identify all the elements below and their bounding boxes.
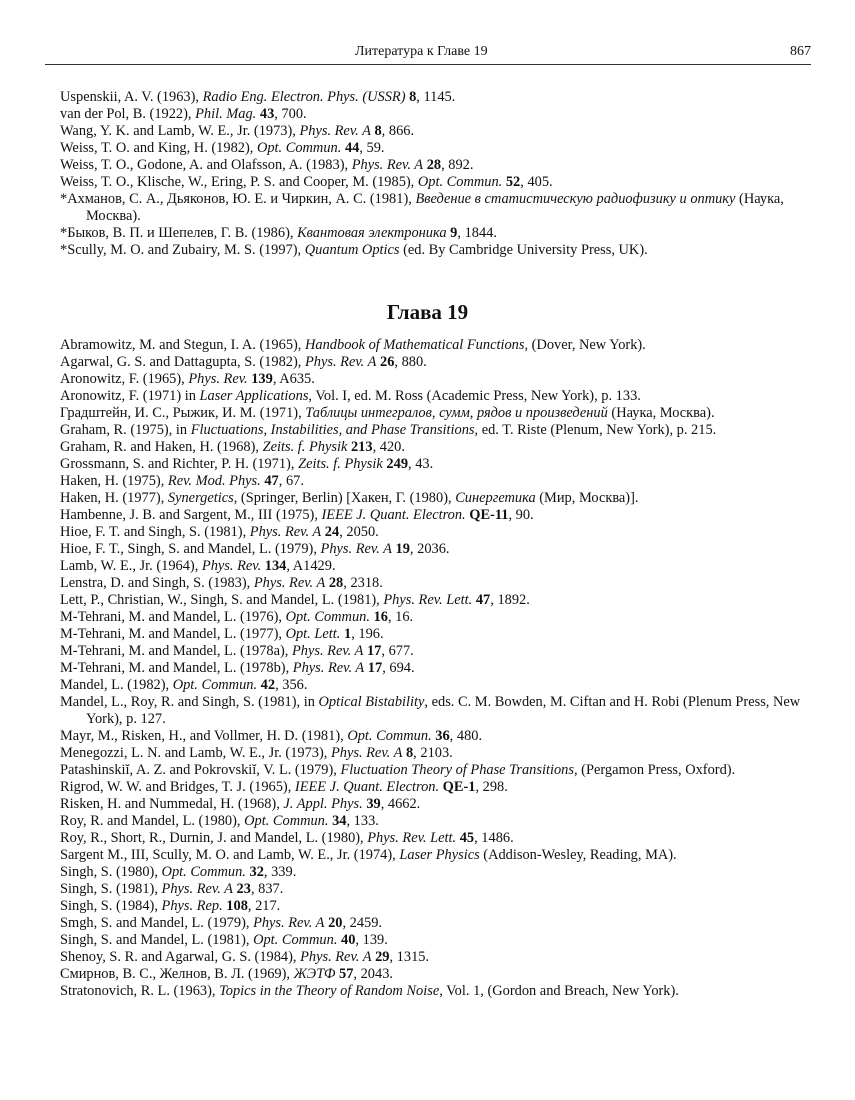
reference-source: Opt. Commun.: [244, 813, 329, 829]
reference-entry: [60, 174, 815, 191]
running-header: [45, 42, 811, 65]
reference-details: , 217.: [247, 898, 281, 914]
reference-authors: Lamb, W. E., Jr. (1964),: [60, 558, 202, 574]
reference-entry: [60, 140, 815, 157]
reference-source: Phys. Rev. Lett.: [367, 830, 457, 846]
reference-volume: 43: [259, 106, 275, 122]
reference-source: Phys. Rev. A: [351, 157, 424, 173]
reference-authors: Sargent M., III, Scully, M. O. and Lamb, W. E., Jr. (1974),: [60, 847, 400, 863]
reference-details-alt: (Мир, Москва)].: [535, 490, 639, 506]
reference-entry: [60, 932, 815, 949]
reference-volume: 8: [409, 89, 417, 105]
reference-entry: [60, 626, 815, 643]
reference-entry: [60, 643, 815, 660]
reference-entry: [60, 388, 815, 405]
reference-entry: [60, 541, 815, 558]
reference-volume: 213: [350, 439, 373, 455]
reference-details: , 1315.: [389, 949, 430, 965]
reference-volume: 23: [236, 881, 251, 897]
reference-details: , 880.: [394, 354, 427, 370]
reference-source: IEEE J. Quant. Electron.: [321, 507, 466, 523]
reference-volume: 34: [332, 813, 347, 829]
reference-details: , 405.: [520, 174, 553, 190]
reference-authors: van der Pol, B. (1922),: [60, 106, 196, 122]
reference-details: , 2459.: [342, 915, 383, 931]
reference-source: Zeits. f. Physik: [298, 456, 383, 472]
reference-authors: Mandel, L., Roy, R. and Singh, S. (1981), in: [60, 694, 319, 710]
reference-entry: [60, 123, 815, 140]
reference-source: Phys. Rev. A: [300, 949, 372, 965]
reference-source: Phys. Rev. A: [292, 660, 365, 676]
reference-entry: [60, 575, 815, 592]
reference-entry: [60, 864, 815, 881]
reference-authors: Patashinskiĭ, A. Z. and Pokrovskiĭ, V. L. (1979),: [60, 762, 341, 778]
reference-authors: Hioe, F. T., Singh, S. and Mandel, L. (1979),: [60, 541, 321, 557]
reference-volume: 17: [367, 660, 383, 676]
reference-details: (ed. By Cambridge University Press, UK).: [399, 242, 648, 258]
reference-authors: Graham, R. and Haken, H. (1968),: [60, 439, 263, 455]
reference-volume: 16: [373, 609, 388, 625]
reference-volume: 19: [395, 541, 410, 557]
reference-details: , Vol. 1, (Gordon and Breach, New York).: [439, 983, 679, 999]
reference-entry: [60, 473, 815, 490]
reference-source: Phys. Rep.: [161, 898, 223, 914]
reference-list-previous-chapter: [60, 89, 815, 259]
reference-authors: Weiss, T. O., Klische, W., Ering, P. S. and Cooper, M. (1985),: [60, 174, 418, 190]
reference-source: Optical Bistability: [318, 694, 425, 710]
reference-entry: [60, 405, 815, 422]
reference-volume: 26: [380, 354, 395, 370]
reference-details: , eds. C. M. Bowden, M. Ciftan and H. Robi (Plenum Press, New York), p. 127.: [86, 694, 801, 727]
reference-source: Radio Eng. Electron. Phys. (USSR): [202, 89, 406, 105]
reference-authors: Roy, R., Short, R., Durnin, J. and Mandel, L. (1980),: [60, 830, 368, 846]
reference-authors: Rigrod, W. W. and Bridges, T. J. (1965),: [60, 779, 295, 795]
reference-volume: 20: [328, 915, 343, 931]
reference-entry: [60, 796, 815, 813]
reference-entry: [60, 106, 815, 123]
reference-entry: [60, 966, 815, 983]
reference-authors: Menegozzi, L. N. and Lamb, W. E., Jr. (1973),: [60, 745, 331, 761]
reference-volume: 36: [435, 728, 450, 744]
reference-authors: Hioe, F. T. and Singh, S. (1981),: [60, 524, 250, 540]
reference-source: Phys. Rev. Lett.: [383, 592, 473, 608]
reference-source: Zeits. f. Physik: [262, 439, 348, 455]
reference-entry: [60, 983, 815, 1000]
reference-source: Phys. Rev. A: [330, 745, 403, 761]
reference-volume: 1: [343, 626, 352, 642]
reference-source: ЖЭТФ: [293, 966, 336, 982]
reference-source: Phys. Rev. A: [253, 915, 325, 931]
reference-source: Введение в статистическую радиофизику и оптику: [415, 191, 736, 207]
reference-entry: [60, 677, 815, 694]
reference-details: , 480.: [449, 728, 483, 744]
reference-authors: Graham, R. (1975), in: [60, 422, 191, 438]
reference-volume: 134: [264, 558, 287, 574]
reference-entry: [60, 354, 815, 371]
reference-authors: Lett, P., Christian, W., Singh, S. and Mandel, L. (1981),: [60, 592, 384, 608]
reference-entry: [60, 439, 815, 456]
reference-details: , 67.: [278, 473, 304, 489]
reference-entry: [60, 558, 815, 575]
reference-volume: 47: [475, 592, 491, 608]
reference-volume: 8: [374, 123, 382, 139]
reference-source: Квантовая электроника: [297, 225, 447, 241]
reference-volume: 42: [260, 677, 276, 693]
reference-authors: Risken, H. and Nummedal, H. (1968),: [60, 796, 284, 812]
reference-entry: [60, 89, 815, 106]
reference-details: , 1145.: [416, 89, 456, 105]
reference-volume: 44: [344, 140, 360, 156]
reference-details: , 90.: [508, 507, 534, 523]
reference-details: , 1844.: [457, 225, 497, 241]
reference-details: , (Dover, New York).: [524, 337, 646, 353]
reference-entry: [60, 745, 815, 762]
reference-source: IEEE J. Quant. Electron.: [294, 779, 440, 795]
reference-source: Fluctuation Theory of Phase Transitions: [340, 762, 574, 778]
reference-volume: 8: [405, 745, 414, 761]
reference-details: , 16.: [387, 609, 414, 625]
reference-authors: M-Tehrani, M. and Mandel, L. (1978a),: [60, 643, 292, 659]
reference-authors: Смирнов, В. С., Желнов, В. Л. (1969),: [60, 966, 294, 982]
reference-details: , 356.: [275, 677, 308, 693]
reference-details: , 4662.: [380, 796, 421, 812]
reference-source: Phys. Rev. A: [291, 643, 364, 659]
reference-volume: 29: [375, 949, 390, 965]
reference-list-chapter-19: [60, 337, 815, 1000]
reference-details: , 1892.: [490, 592, 530, 608]
reference-details: , 2050.: [339, 524, 379, 540]
reference-entry: [60, 191, 815, 225]
reference-source: Phys. Rev. A: [161, 881, 233, 897]
reference-authors: Mayr, M., Risken, H., and Vollmer, H. D. (1981),: [60, 728, 348, 744]
reference-details: , 2043.: [353, 966, 393, 982]
reference-volume: 17: [366, 643, 382, 659]
reference-entry: [60, 847, 815, 864]
reference-details: , 133.: [346, 813, 379, 829]
reference-entry: [60, 490, 815, 507]
reference-details: , ed. T. Riste (Plenum, New York), p. 215.: [474, 422, 717, 438]
reference-entry: [60, 225, 815, 242]
reference-entry: [60, 949, 815, 966]
reference-source: Opt. Lett.: [285, 626, 341, 642]
reference-source: Laser Applications: [199, 388, 309, 404]
reference-entry: [60, 242, 815, 259]
reference-authors: Weiss, T. O. and King, H. (1982),: [60, 140, 257, 156]
reference-volume: 249: [386, 456, 409, 472]
reference-details: , 196.: [351, 626, 384, 642]
reference-authors: Wang, Y. K. and Lamb, W. E., Jr. (1973),: [60, 123, 300, 139]
reference-entry: [60, 813, 815, 830]
reference-entry: [60, 762, 815, 779]
reference-authors: *Быков, В. П. и Шепелев, Г. В. (1986),: [60, 225, 298, 241]
reference-entry: [60, 915, 815, 932]
reference-details: , (Springer, Berlin) [Хакен, Г. (1980),: [233, 490, 456, 506]
reference-entry: [60, 830, 815, 847]
reference-details: , 298.: [475, 779, 508, 795]
reference-entry: [60, 592, 815, 609]
reference-volume: QE-1: [442, 779, 476, 795]
reference-authors: Uspenskii, A. V. (1963),: [60, 89, 203, 105]
reference-source: Opt. Commun.: [172, 677, 258, 693]
reference-source: Opt. Commun.: [253, 932, 338, 948]
reference-source: J. Appl. Phys.: [283, 796, 363, 812]
reference-entry: [60, 660, 815, 677]
reference-details: , 1486.: [474, 830, 514, 846]
reference-details: , 59.: [359, 140, 385, 156]
reference-details: (Addison-Wesley, Reading, MA).: [479, 847, 677, 863]
reference-details: , A1429.: [286, 558, 336, 574]
reference-authors: Shenoy, S. R. and Agarwal, G. S. (1984),: [60, 949, 301, 965]
reference-authors: Aronowitz, F. (1971) in: [60, 388, 200, 404]
reference-volume: 9: [450, 225, 458, 241]
reference-entry: [60, 507, 815, 524]
reference-details: , 694.: [382, 660, 415, 676]
reference-authors: Singh, S. (1980),: [60, 864, 162, 880]
reference-source: Phil. Mag.: [195, 106, 257, 122]
reference-entry: [60, 456, 815, 473]
running-title: Литература к Главе 19: [355, 44, 488, 59]
reference-entry: [60, 524, 815, 541]
reference-volume: 108: [226, 898, 248, 914]
reference-volume: 32: [249, 864, 264, 880]
reference-authors: Haken, H. (1975),: [60, 473, 168, 489]
reference-details: , 2318.: [343, 575, 383, 591]
reference-source: Synergetics: [167, 490, 234, 506]
reference-volume: 39: [366, 796, 381, 812]
reference-source: Opt. Commun.: [417, 174, 503, 190]
reference-source: Phys. Rev. A: [320, 541, 392, 557]
reference-volume: 52: [505, 174, 521, 190]
reference-source: Phys. Rev. A: [305, 354, 377, 370]
reference-details: , 2036.: [409, 541, 450, 557]
reference-source: Opt. Commun.: [347, 728, 432, 744]
reference-authors: Stratonovich, R. L. (1963),: [60, 983, 220, 999]
reference-entry: [60, 371, 815, 388]
reference-details: , 2103.: [413, 745, 453, 761]
reference-authors: Aronowitz, F. (1965),: [60, 371, 189, 387]
reference-volume: 40: [341, 932, 356, 948]
reference-entry: [60, 898, 815, 915]
reference-details: , 43.: [408, 456, 434, 472]
reference-authors: Abramowitz, M. and Stegun, I. A. (1965),: [60, 337, 306, 353]
reference-source: Phys. Rev. A: [253, 575, 326, 591]
reference-source: Opt. Commun.: [256, 140, 342, 156]
reference-volume: 28: [426, 157, 442, 173]
reference-source: Topics in the Theory of Random Noise: [219, 983, 440, 999]
reference-authors: M-Tehrani, M. and Mandel, L. (1976),: [60, 609, 286, 625]
reference-details: , 420.: [372, 439, 405, 455]
reference-details: , (Pergamon Press, Oxford).: [573, 762, 736, 778]
reference-entry: [60, 779, 815, 796]
reference-details: , Vol. I, ed. M. Ross (Academic Press, New York), p. 133.: [308, 388, 641, 404]
reference-details: (Наука, Москва).: [607, 405, 715, 421]
reference-source: Phys. Rev.: [201, 558, 262, 574]
reference-authors: Smgh, S. and Mandel, L. (1979),: [60, 915, 254, 931]
chapter-heading: Глава 19: [386, 300, 469, 324]
reference-details: , 339.: [263, 864, 297, 880]
reference-source: Laser Physics: [399, 847, 480, 863]
reference-details: , 700.: [274, 106, 307, 122]
reference-entry: [60, 694, 815, 728]
reference-authors: *Scully, M. O. and Zubairy, M. S. (1997),: [60, 242, 305, 258]
reference-authors: M-Tehrani, M. and Mandel, L. (1977),: [60, 626, 286, 642]
reference-details: , 677.: [381, 643, 414, 659]
page-number: 867: [790, 44, 811, 59]
reference-source: Fluctuations, Instabilities, and Phase Transitions: [190, 422, 475, 438]
reference-authors: Weiss, T. O., Godone, A. and Olafsson, A. (1983),: [60, 157, 352, 173]
reference-details: (Наука, Москва).: [86, 191, 784, 224]
reference-authors: M-Tehrani, M. and Mandel, L. (1978b),: [60, 660, 293, 676]
reference-source: Handbook of Mathematical Functions: [305, 337, 525, 353]
reference-authors: Singh, S. (1981),: [60, 881, 162, 897]
reference-details: , 837.: [250, 881, 284, 897]
reference-authors: Haken, H. (1977),: [60, 490, 168, 506]
reference-source: Quantum Optics: [304, 242, 400, 258]
reference-source: Phys. Rev. A: [249, 524, 322, 540]
reference-entry: [60, 881, 815, 898]
reference-volume: 28: [328, 575, 344, 591]
reference-authors: Singh, S. (1984),: [60, 898, 162, 914]
reference-source: Opt. Commun.: [285, 609, 370, 625]
reference-source-alt: Синергетика: [455, 490, 536, 506]
reference-details: , A635.: [272, 371, 315, 387]
reference-entry: [60, 337, 815, 354]
reference-details: , 866.: [381, 123, 415, 139]
reference-volume: 57: [339, 966, 354, 982]
reference-entry: [60, 609, 815, 626]
reference-source: Таблицы интегралов, сумм, рядов и произведений: [305, 405, 608, 421]
reference-authors: Grossmann, S. and Richter, P. H. (1971),: [60, 456, 299, 472]
reference-volume: QE-11: [469, 507, 509, 523]
reference-authors: Agarwal, G. S. and Dattagupta, S. (1982),: [60, 354, 305, 370]
reference-authors: Hambenne, J. B. and Sargent, M., III (1975),: [60, 507, 322, 523]
reference-details: , 139.: [355, 932, 388, 948]
reference-authors: Singh, S. and Mandel, L. (1981),: [60, 932, 254, 948]
reference-details: , 892.: [441, 157, 474, 173]
reference-volume: 24: [324, 524, 340, 540]
reference-authors: Lenstra, D. and Singh, S. (1983),: [60, 575, 254, 591]
reference-entry: [60, 422, 815, 439]
reference-authors: Градштейн, И. С., Рыжик, И. М. (1971),: [60, 405, 306, 421]
reference-source: Opt. Commun.: [161, 864, 246, 880]
reference-volume: 45: [459, 830, 475, 846]
reference-authors: Mandel, L. (1982),: [60, 677, 173, 693]
reference-entry: [60, 157, 815, 174]
reference-volume: 47: [264, 473, 279, 489]
reference-source: Phys. Rev. A: [299, 123, 371, 139]
reference-source: Rev. Mod. Phys.: [167, 473, 261, 489]
reference-volume: 139: [251, 371, 273, 387]
reference-entry: [60, 728, 815, 745]
reference-authors: *Ахманов, С. А., Дьяконов, Ю. Е. и Чиркин, А. С. (1981),: [60, 191, 416, 207]
reference-source: Phys. Rev.: [188, 371, 248, 387]
reference-authors: Roy, R. and Mandel, L. (1980),: [60, 813, 245, 829]
